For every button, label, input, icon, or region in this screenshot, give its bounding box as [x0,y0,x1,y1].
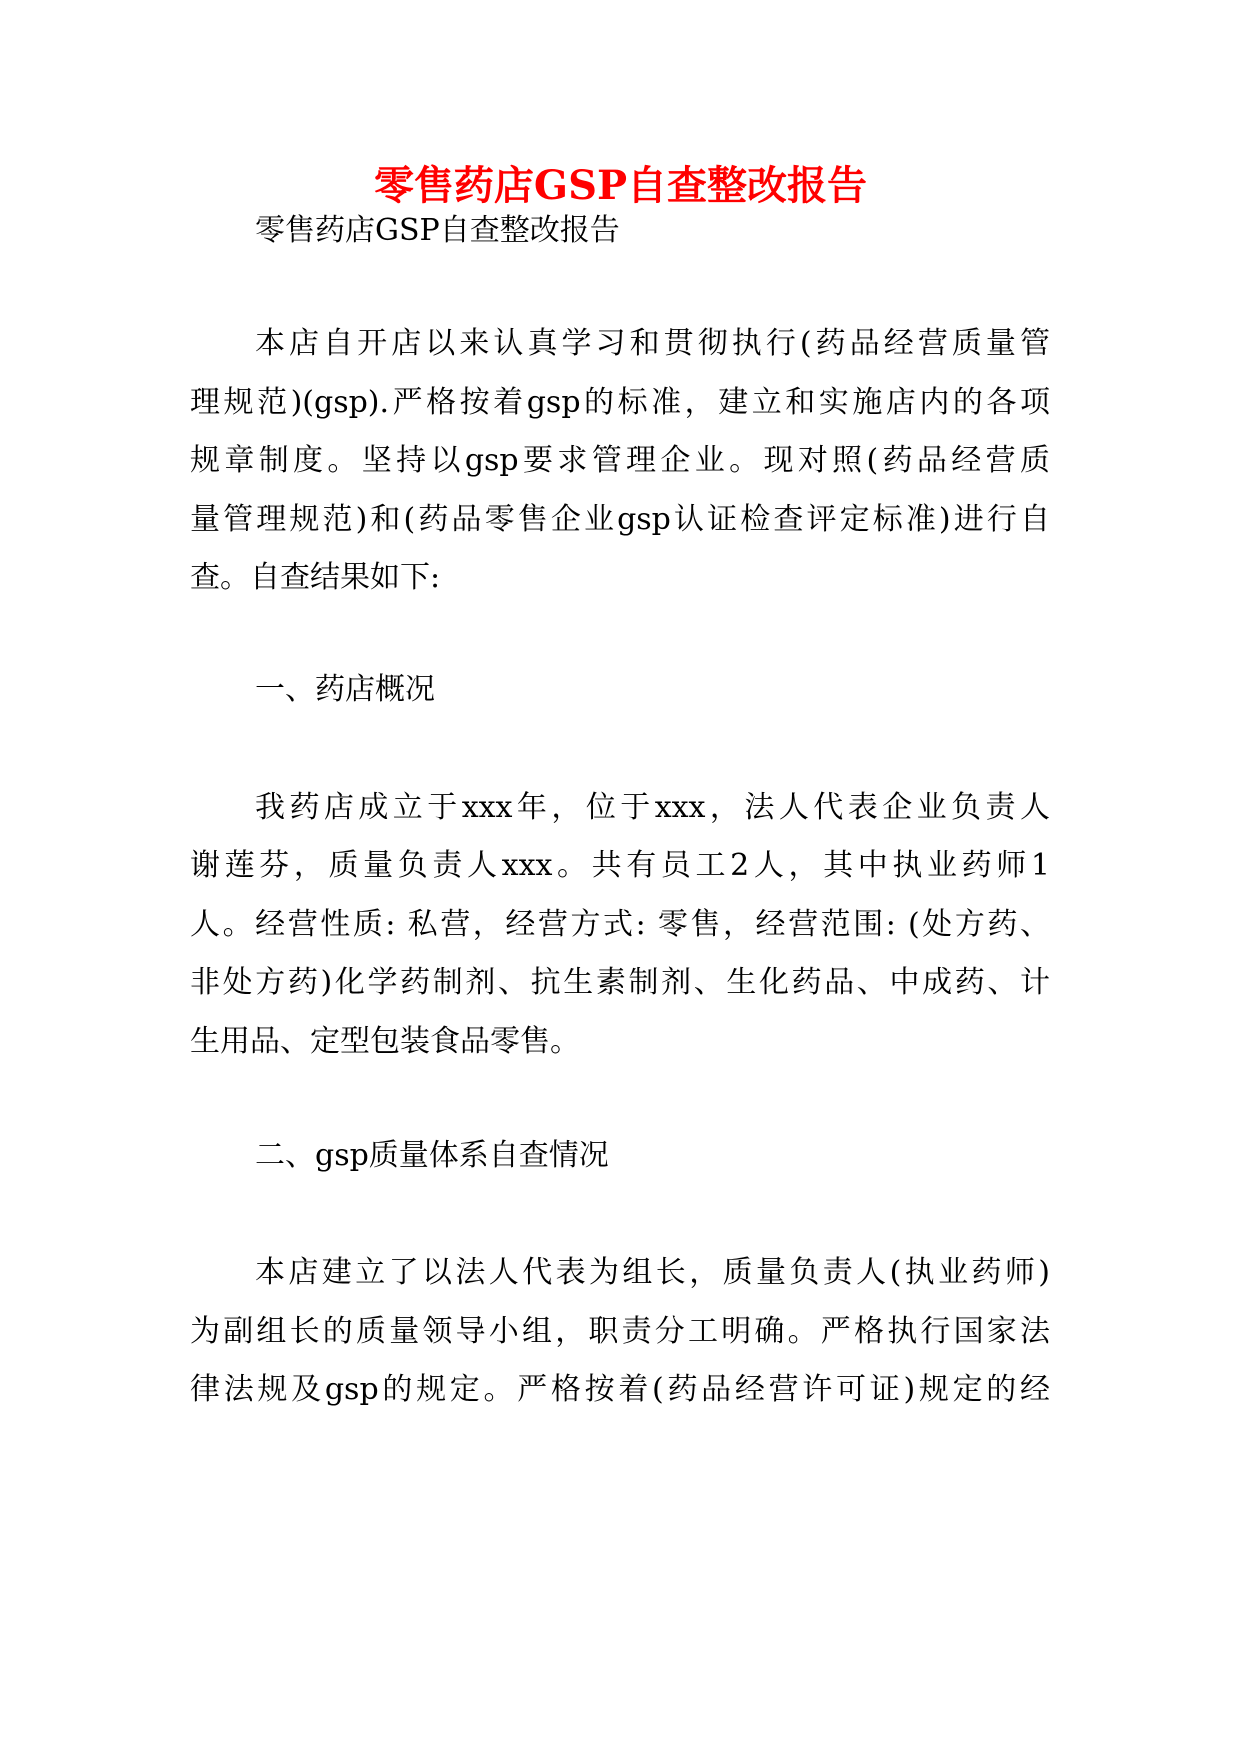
section-heading: 二、gsp质量体系自查情况 [255,1138,609,1173]
paragraph-line: 理规范)(gsp).严格按着gsp的标准，建立和实施店内的各项 [190,385,1050,420]
paragraph-line: 为副组长的质量领导小组，职责分工明确。严格执行国家法 [190,1314,1050,1349]
paragraph-line: 本店自开店以来认真学习和贯彻执行(药品经营质量管 [255,326,1050,361]
paragraph-line: 非处方药)化学药制剂、抗生素制剂、生化药品、中成药、计 [190,965,1050,1000]
document-title: 零售药店GSP自查整改报告 [373,162,868,209]
paragraph-line: 我药店成立于xxx年，位于xxx，法人代表企业负责人 [255,790,1050,825]
paragraph-line: 查。自查结果如下: [190,560,441,595]
document-subtitle: 零售药店GSP自查整改报告 [255,213,620,248]
paragraph-line: 规章制度。坚持以gsp要求管理企业。现对照(药品经营质 [190,443,1050,478]
paragraph-line: 人。经营性质: 私营，经营方式: 零售，经营范围: (处方药、 [190,907,1050,942]
paragraph-line: 生用品、定型包装食品零售。 [190,1024,580,1059]
paragraph-line: 量管理规范)和(药品零售企业gsp认证检查评定标准)进行自 [190,502,1050,537]
paragraph-line: 律法规及gsp的规定。严格按着(药品经营许可证)规定的经 [190,1372,1050,1407]
paragraph-line: 本店建立了以法人代表为组长，质量负责人(执业药师) [255,1255,1050,1290]
section-heading: 一、药店概况 [255,672,435,707]
paragraph-line: 谢莲芬，质量负责人xxx。共有员工2人，其中执业药师1 [190,848,1050,883]
